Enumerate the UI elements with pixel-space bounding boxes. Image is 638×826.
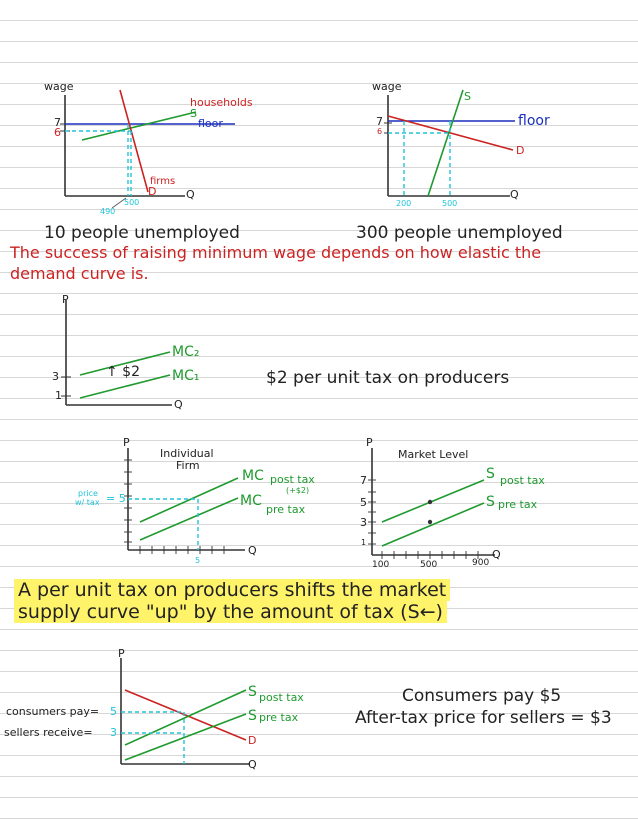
graph1-tick-6-label: 6 bbox=[54, 126, 61, 139]
graph1-floor-label: floor bbox=[198, 117, 223, 130]
graph4-pre-tax-label: pre tax bbox=[266, 503, 306, 516]
graph6-sellers-receive-label: sellers receive= bbox=[4, 726, 93, 739]
graph6-pre-tax-label: pre tax bbox=[259, 711, 299, 724]
graph6-p-label: P bbox=[118, 647, 125, 660]
graph2-x-200-label: 200 bbox=[396, 199, 412, 208]
graph4-price-value: = 5 bbox=[106, 492, 126, 505]
graph6-consumers-pay-value: 5 bbox=[110, 705, 117, 718]
graph5-s-post-label: S bbox=[486, 466, 495, 482]
shift-statement-line1-text: A per unit tax on producers shifts the market bbox=[14, 579, 450, 601]
graph5-tick-7-label: 7 bbox=[360, 474, 367, 487]
graph5-x-900-label: 900 bbox=[472, 558, 490, 568]
graph3-tick-1-label: 1 bbox=[55, 389, 62, 402]
graph5-q-label: Q bbox=[492, 548, 501, 561]
graph5-x-500-label: 500 bbox=[420, 560, 438, 570]
graph2-tick-6-label: 6 bbox=[377, 127, 383, 136]
graph1-y-label: wage bbox=[44, 80, 74, 93]
graph4-title-line2: Firm bbox=[176, 459, 200, 472]
graph1-s-label: S bbox=[190, 107, 197, 120]
graph4-x-5-label: 5 bbox=[195, 556, 201, 565]
graph5-x-100-label: 100 bbox=[372, 560, 390, 570]
elastic-note-line2: demand curve is. bbox=[10, 264, 149, 283]
graph4-mc-post-label: MC bbox=[242, 468, 264, 484]
graph4-post-tax-label: post tax bbox=[270, 473, 315, 486]
graph6-d-label: D bbox=[248, 734, 257, 747]
graph5-title: Market Level bbox=[398, 448, 469, 461]
graph5-p-label: P bbox=[366, 436, 373, 449]
shift-statement-line2-text: supply curve "up" by the amount of tax (S←) bbox=[14, 601, 447, 623]
graph3-mc1-label: MC₁ bbox=[172, 368, 200, 384]
graph4-title-line1: Individual bbox=[160, 447, 214, 460]
after-tax-price-note: After-tax price for sellers = $3 bbox=[355, 708, 612, 728]
graph1-q-label: Q bbox=[186, 188, 195, 201]
graph4-q-label: Q bbox=[248, 544, 257, 557]
graph2-d-label: D bbox=[516, 144, 525, 157]
graph6-consumers-pay-label: consumers pay= bbox=[6, 705, 100, 718]
graph2-x-500-label: 500 bbox=[442, 199, 458, 208]
graph4-p-label: P bbox=[123, 436, 130, 449]
graph2-y-label: wage bbox=[372, 80, 402, 93]
graph2-q-label: Q bbox=[510, 188, 519, 201]
graph5-pre-tax-label: pre tax bbox=[498, 498, 538, 511]
graph1-d-label: D bbox=[148, 185, 157, 198]
graph3-q-label: Q bbox=[174, 398, 183, 411]
graph3-arrow-amount: ↑ $2 bbox=[106, 364, 140, 380]
graph6-s-post-label: S bbox=[248, 684, 257, 700]
tax-statement-note: $2 per unit tax on producers bbox=[266, 368, 510, 388]
graph2-s-label: S bbox=[464, 90, 471, 103]
graph3-tick-3-label: 3 bbox=[52, 370, 59, 383]
graph4-mc-pre-label: MC bbox=[240, 493, 262, 509]
graph1-households-label: households bbox=[190, 96, 253, 109]
graph4-price-label-1: price bbox=[78, 489, 98, 498]
unemployed-left-note: 10 people unemployed bbox=[44, 223, 240, 243]
graph1-x-500-label: 500 bbox=[124, 198, 140, 207]
graph5-tick-1-label: 1 bbox=[361, 538, 367, 547]
graph5-tick-5-label: 5 bbox=[360, 496, 367, 509]
graph3-p-label: P bbox=[62, 293, 69, 306]
graph6-post-tax-label: post tax bbox=[259, 691, 304, 704]
graph2-tick-7-label: 7 bbox=[376, 115, 383, 128]
unemployed-right-note: 300 people unemployed bbox=[356, 223, 563, 243]
graph1-x-490-label: 490 bbox=[100, 207, 116, 216]
consumers-pay-note: Consumers pay $5 bbox=[402, 686, 562, 706]
graph6-q-label: Q bbox=[248, 758, 257, 771]
graph6-s-pre-label: S bbox=[248, 708, 257, 724]
graph1-tick-7-label: 7 bbox=[54, 116, 61, 129]
graph3-mc2-label: MC₂ bbox=[172, 344, 200, 360]
graph5-s-pre-label: S bbox=[486, 494, 495, 510]
graph5-post-tax-label: post tax bbox=[500, 474, 545, 487]
graph1-firms-label: firms bbox=[150, 176, 176, 187]
graph2-floor-label: floor bbox=[518, 113, 550, 129]
graph4-price-label-2: w/ tax bbox=[75, 498, 100, 507]
graph4-plus2-label: (+$2) bbox=[286, 486, 310, 495]
elastic-note-line1: The success of raising minimum wage depends on how elastic the bbox=[10, 243, 542, 262]
graph6-sellers-receive-value: 3 bbox=[110, 726, 117, 739]
graph5-tick-3-label: 3 bbox=[360, 516, 367, 529]
